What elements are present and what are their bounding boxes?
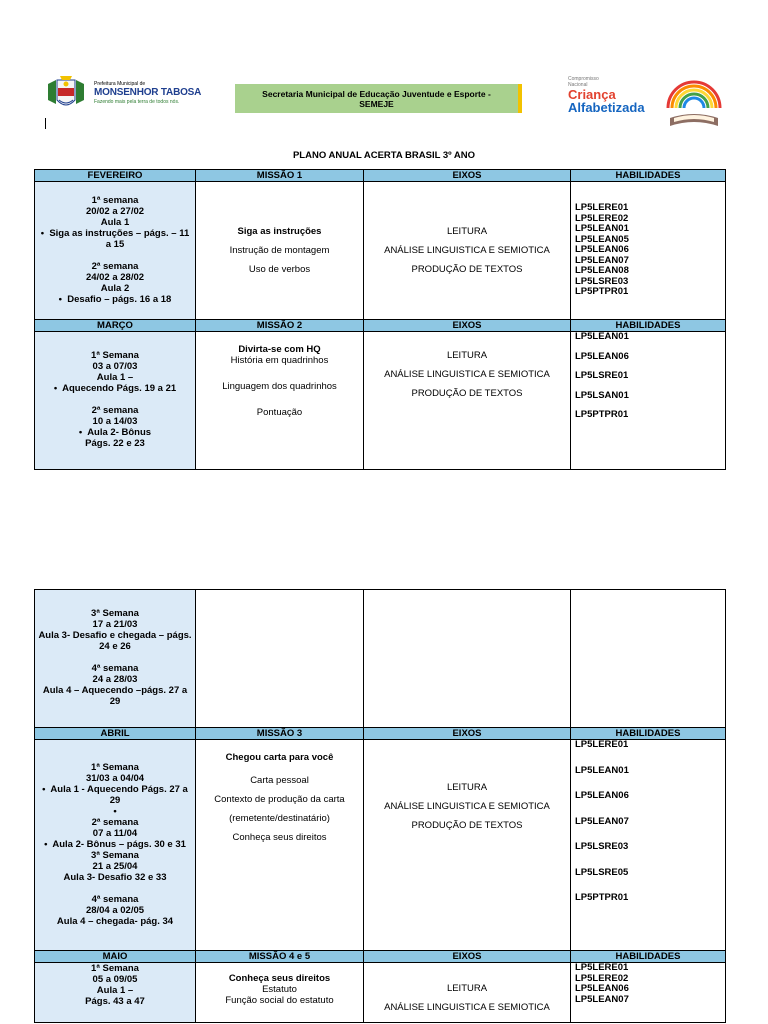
week-text: Siga as instruções – págs. – 11 a 15: [49, 227, 190, 250]
week-text: 31/03 a 04/04: [85, 772, 145, 784]
month-header: FEVEREIRO: [35, 170, 196, 182]
anos-iniciais-logo: [660, 74, 728, 132]
week-text: 3ª Semana: [91, 849, 139, 861]
month-header: MARÇO: [35, 320, 196, 332]
week-text: Aula 2- Bônus: [87, 427, 152, 438]
header-row-fev: [35, 170, 726, 182]
mission-header: MISSÃO 3: [196, 728, 364, 740]
cursor-mark: [45, 118, 46, 129]
eixos-cell: [364, 963, 571, 1023]
week-text: Aquecendo Págs. 19 a 21: [62, 383, 177, 394]
habilidades-header: HABILIDADES: [571, 170, 726, 182]
week-text: 4ª semana: [91, 663, 139, 674]
eixo-item: PRODUÇÃO DE TEXTOS: [411, 820, 523, 831]
hab-code: LP5LEAN07: [575, 993, 629, 1005]
hab-code: LP5LERE02: [575, 972, 629, 984]
eixo-item: LEITURA: [446, 782, 488, 793]
crianca-alfabetizada-logo: [568, 76, 660, 120]
week-text: 4ª semana: [91, 893, 139, 905]
habilidades-header: HABILIDADES: [571, 320, 726, 332]
habilidades-cell: [571, 963, 726, 1023]
habilidades-cell: [571, 740, 726, 951]
row-mar-cont: [35, 590, 726, 728]
mission-cell: [196, 332, 364, 470]
mission-item: Função social do estatuto: [225, 995, 334, 1006]
municipality-logo: [44, 72, 204, 112]
mission-item: Pontuação: [256, 407, 303, 418]
mission-item: Instrução de montagem: [229, 245, 330, 256]
week-text: 10 a 14/03: [92, 416, 138, 427]
mission-item: Carta pessoal: [250, 775, 309, 786]
row-mai: [35, 963, 726, 1023]
plan-table-1: [34, 169, 726, 470]
week-text: 03 a 07/03: [92, 361, 138, 372]
eixos-cell: [364, 332, 571, 470]
week-text: 24 a 28/03: [92, 674, 138, 685]
mission-item: Conheça seus direitos: [232, 832, 327, 843]
row-abr: [35, 740, 726, 951]
page-header: [0, 72, 768, 132]
mission-item: Linguagem dos quadrinhos: [222, 381, 337, 392]
weeks-cell: [35, 740, 196, 951]
week-text: Págs. 22 e 23: [85, 438, 145, 449]
banner-line-2: SEMEJE: [359, 98, 394, 109]
document-title: PLANO ANUAL ACERTA BRASIL 3º ANO: [292, 150, 476, 161]
week-text: Aula 3- Desafio e chegada – págs. 24 e 26: [38, 630, 192, 652]
bullet-item: • Siga as instruções – págs. – 11 a 15: [40, 227, 190, 250]
eixo-item: ANÁLISE LINGUISTICA E SEMIOTICA: [384, 369, 550, 380]
mission-header: MISSÃO 1: [196, 170, 364, 182]
week-text: 1ª Semana: [91, 963, 139, 974]
hab-code: LP5LSRE03: [575, 841, 629, 852]
week-text: 07 a 11/04: [92, 827, 138, 839]
cna-line-3: Criança: [568, 87, 616, 102]
hab-code: LP5LSRE03: [575, 275, 629, 287]
week-text: 1ª Semana: [91, 761, 139, 773]
hab-code: LP5LEAN01: [575, 331, 629, 342]
week-text: Desafio – págs. 16 a 18: [67, 293, 172, 305]
banner-line-1: Secretaria Municipal de Educação Juventude e Esporte -: [262, 88, 491, 99]
week-text: Aula 2- Bônus – págs. 30 e 31: [52, 838, 186, 850]
header-row-mar: [35, 320, 726, 332]
eixos-header: EIXOS: [364, 728, 571, 740]
habilidades-cell: [571, 332, 726, 470]
week-text: Págs. 43 a 47: [85, 996, 145, 1007]
hab-code: LP5PTPR01: [575, 286, 629, 298]
mission-cell: [196, 963, 364, 1023]
bullet-item: • Aula 2- Bônus: [78, 427, 152, 438]
eixo-item: ANÁLISE LINGUISTICA E SEMIOTICA: [384, 245, 550, 256]
mission-cell-empty: [196, 590, 364, 728]
week-text: 21 a 25/04: [92, 860, 138, 872]
hab-code: LP5LSRE05: [575, 866, 629, 878]
week-text: 1ª Semana: [91, 350, 139, 361]
mission-item: Estatuto: [262, 984, 297, 995]
eixo-item: LEITURA: [446, 983, 488, 994]
row-fev: [35, 182, 726, 320]
hab-code: LP5PTPR01: [575, 892, 629, 903]
week-text: Aula 1 –: [96, 372, 134, 383]
mission-cell: [196, 740, 364, 951]
eixos-header: EIXOS: [364, 170, 571, 182]
hab-code: LP5LERE01: [575, 739, 629, 750]
hab-code: LP5LEAN07: [575, 815, 629, 827]
bullet-item: • Desafio – págs. 16 a 18: [58, 293, 172, 305]
hab-code: LP5LEAN06: [575, 983, 629, 994]
bullet-item: • Aquecendo Págs. 19 a 21: [53, 383, 177, 394]
eixo-item: LEITURA: [446, 226, 488, 237]
habilidades-cell: [571, 182, 726, 320]
mission-item: História em quadrinhos: [230, 355, 329, 366]
week-text: Aula 4 – chegada- pág. 34: [56, 915, 174, 927]
crest-icon: [44, 74, 88, 112]
habilidades-cell-empty: [571, 590, 726, 728]
eixo-item: LEITURA: [446, 350, 488, 361]
week-text: 3ª Semana: [91, 608, 139, 619]
eixo-item: ANÁLISE LINGUISTICA E SEMIOTICA: [384, 1002, 550, 1013]
mission-header: MISSÃO 4 e 5: [196, 951, 364, 963]
hab-code: LP5LEAN01: [575, 223, 629, 235]
week-text: 2ª semana: [91, 405, 139, 416]
hab-code: LP5LEAN01: [575, 764, 629, 776]
eixos-cell: [364, 182, 571, 320]
hab-code: LP5LERE02: [575, 212, 629, 224]
hab-code: LP5LEAN06: [575, 350, 629, 362]
week-text: Aula 3- Desafio 32 e 33: [63, 871, 167, 883]
mission-item: Uso de verbos: [248, 264, 311, 275]
hab-code: LP5LERE01: [575, 202, 629, 214]
eixo-item: PRODUÇÃO DE TEXTOS: [411, 388, 523, 399]
eixo-item: PRODUÇÃO DE TEXTOS: [411, 264, 523, 275]
week-text: Aula 4 – Aquecendo –págs. 27 a 29: [42, 685, 188, 707]
eixos-header: EIXOS: [364, 951, 571, 963]
hab-code: LP5LSRE01: [575, 370, 629, 381]
hab-code: LP5LSAN01: [575, 389, 629, 401]
weeks-cell: [35, 332, 196, 470]
hab-code: LP5LEAN07: [575, 254, 629, 266]
week-text: 24/02 a 28/02: [85, 271, 145, 283]
cna-line-2: Nacional: [568, 82, 588, 88]
hab-code: LP5LEAN08: [575, 265, 629, 277]
eixos-cell: [364, 740, 571, 951]
hab-code: LP5LERE01: [575, 962, 629, 973]
header-row-mai: [35, 951, 726, 963]
weeks-cell: [35, 963, 196, 1023]
month-header: MAIO: [35, 951, 196, 963]
secretaria-banner: [235, 84, 522, 113]
week-text: Aula 1: [100, 216, 130, 228]
week-text: Aula 1 - Aquecendo Págs. 27 a 29: [50, 783, 188, 806]
eixo-item: ANÁLISE LINGUISTICA E SEMIOTICA: [384, 801, 550, 812]
mission-cell: [196, 182, 364, 320]
week-text: 28/04 a 02/05: [85, 904, 145, 916]
hab-code: LP5LEAN05: [575, 233, 629, 245]
week-text: Aula 1 –: [96, 985, 134, 996]
bullet-item: •: [113, 805, 117, 817]
cna-line-4: Alfabetizada: [568, 100, 645, 115]
week-text: 17 a 21/03: [92, 619, 138, 630]
plan-table-2: [34, 589, 726, 1023]
weeks-cell: [35, 182, 196, 320]
header-row-abr: [35, 728, 726, 740]
eixos-header: EIXOS: [364, 320, 571, 332]
week-text: 05 a 09/05: [92, 974, 138, 985]
weeks-cell: [35, 590, 196, 728]
row-mar: [35, 332, 726, 470]
logo-line-3: Fazendo mais pela terra de todos nós.: [94, 99, 180, 105]
habilidades-header: HABILIDADES: [571, 951, 726, 963]
bullet-item: • Aula 2- Bônus – págs. 30 e 31: [44, 838, 186, 850]
week-text: 2ª semana: [91, 816, 139, 828]
habilidades-header: HABILIDADES: [571, 728, 726, 740]
mission-title: Conheça seus direitos: [228, 973, 331, 984]
week-text: Aula 2: [100, 282, 130, 294]
hab-code: LP5PTPR01: [575, 409, 629, 420]
bullet-item: • Aula 1 - Aquecendo Págs. 27 a 29: [42, 783, 188, 806]
mission-title: Divirta-se com HQ: [238, 344, 321, 355]
logo-line-1: Prefeitura Municipal de: [94, 81, 146, 87]
logo-line-2: MONSENHOR TABOSA: [94, 87, 202, 98]
week-text: 1ª semana: [91, 194, 139, 206]
week-text: 20/02 a 27/02: [85, 205, 145, 217]
mission-header: MISSÃO 2: [196, 320, 364, 332]
hab-code: LP5LEAN06: [575, 244, 629, 256]
eixos-cell-empty: [364, 590, 571, 728]
cna-line-1: Compromisso: [568, 76, 599, 82]
month-header: ABRIL: [35, 728, 196, 740]
mission-title: Siga as instruções: [237, 226, 322, 237]
hab-code: LP5LEAN06: [575, 790, 629, 801]
mission-item: Contexto de produção da carta (remetente/destinatário): [214, 794, 345, 824]
week-text: 2ª semana: [91, 260, 139, 272]
mission-title: Chegou carta para você: [225, 752, 334, 763]
